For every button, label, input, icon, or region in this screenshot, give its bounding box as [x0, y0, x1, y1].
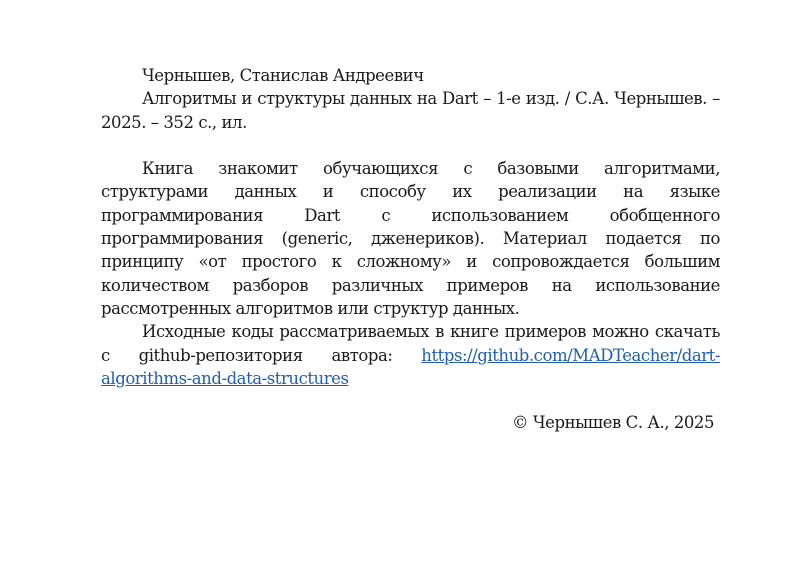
abstract-paragraph-1: Книга знакомит обучающихся с базовыми алгоритмами, структурами данных и способу их реализации на языке программирования Dart с использованием обобщенного программирования (generic, дженериков). Материал подается по принципу «от простого к сложному» и сопровождается большим количеством разборов различных примеров на использование рассмотренных алгоритмов или структур данных. — [101, 159, 720, 318]
document-page — [101, 64, 720, 390]
source-code-text: Исходные коды рассматриваемых в книге примеров можно скачать с github-репозитория автора: — [101, 322, 720, 365]
bibliographic-record: Алгоритмы и структуры данных на Dart – 1-е изд. / С.А. Чернышев. – 2025. – 352 с., ил. — [101, 89, 720, 132]
abstract-paragraph-2 — [101, 320, 720, 390]
author-name: Чернышев, Станислав Андреевич — [142, 66, 424, 85]
spacer — [101, 134, 720, 157]
copyright-notice: © Чернышев С. А., 2025 — [512, 413, 715, 432]
repository-link[interactable]: https://github.com/MADTeacher/dart-algorithms-and-data-structures — [101, 345, 720, 388]
